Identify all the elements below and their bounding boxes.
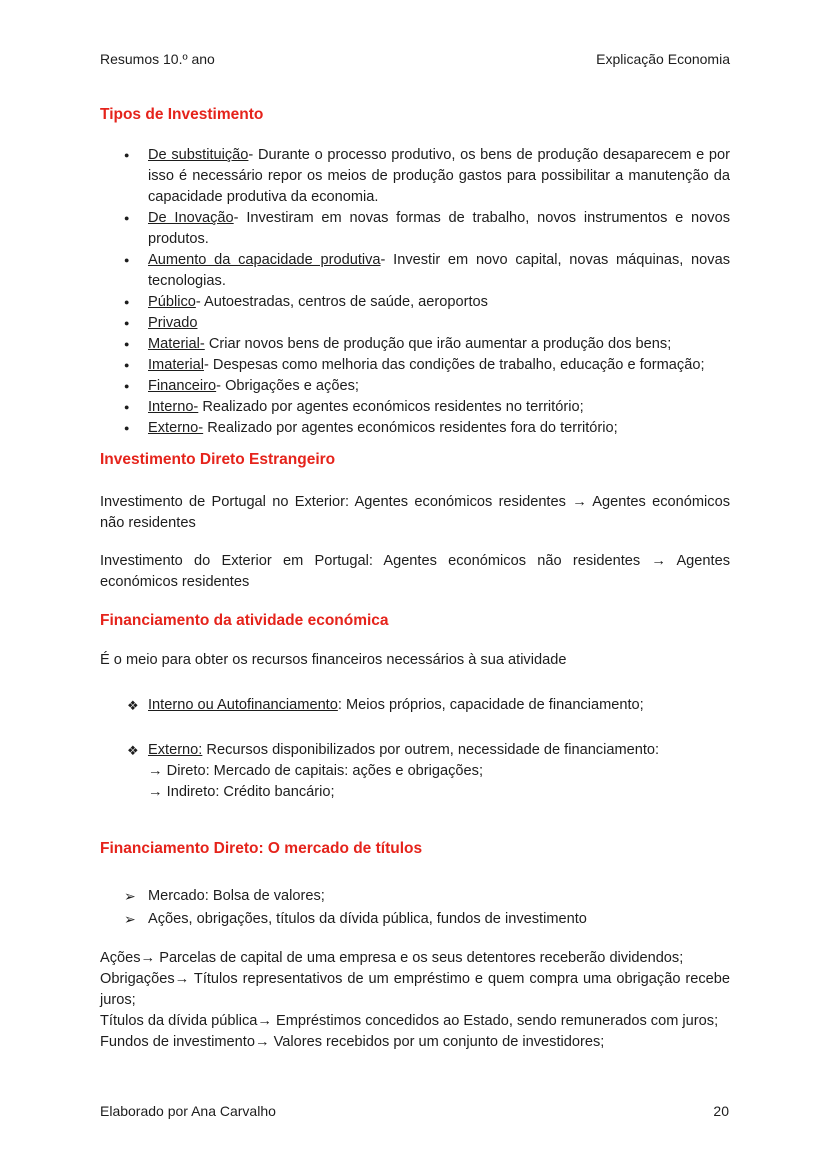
bullet-dot-icon: ● — [124, 318, 130, 328]
page-header — [100, 0, 730, 70]
bullet-dot-icon: ● — [124, 255, 130, 265]
bullet-arrow-icon: ➢ — [124, 911, 136, 927]
list-item-text — [148, 742, 659, 758]
term-text: Aumento da capacidade produtiva — [148, 252, 381, 268]
definitions-block — [100, 948, 730, 1053]
term-text: Externo: — [148, 742, 203, 758]
term-text: Privado — [148, 315, 198, 331]
bullet-dot-icon: ● — [124, 381, 130, 391]
list-item — [100, 313, 730, 334]
list-item-text — [148, 294, 488, 310]
term-text: De Inovação — [148, 210, 234, 226]
item-description: Durante o processo produtivo, os bens de produção desaparecem e por isso é necessário repor os meios de produção gastos para possibilitar a manutenção da capacidade produtiva da economia. — [148, 147, 730, 205]
bullet-dot-icon: ● — [124, 150, 130, 160]
bullet-arrow-icon: ➢ — [124, 888, 136, 904]
sub-item-direto: → Direto: Mercado de capitais: ações e obrigações; — [148, 763, 484, 779]
financing-intro-text: É o meio para obter os recursos financeiros necessários à sua atividade — [100, 652, 567, 668]
list-item — [100, 355, 730, 376]
item-description: Investiram em novas formas de trabalho, novos instrumentos e novos produtos. — [148, 210, 730, 247]
securities-market-list — [100, 886, 730, 930]
list-item — [100, 250, 730, 292]
term-text: Imaterial — [148, 357, 204, 373]
definition-fundos: Fundos de investimento→ Valores recebidos por um conjunto de investidores; — [100, 1034, 605, 1050]
term-separator: - — [203, 357, 209, 373]
item-description: Meios próprios, capacidade de financiamento; — [341, 697, 644, 713]
list-item-text — [148, 336, 671, 352]
term-text: Interno- — [148, 399, 199, 415]
list-item-text — [148, 357, 705, 373]
list-item-text — [148, 697, 644, 713]
term-separator: - — [195, 294, 201, 310]
paragraph-portugal-exterior: Investimento de Portugal no Exterior: Agentes económicos residentes → Agentes económicos não residentes — [100, 494, 730, 531]
list-item — [100, 397, 730, 418]
list-item-text: Mercado: Bolsa de valores; — [148, 888, 325, 904]
term-separator: - — [380, 252, 386, 268]
list-item — [100, 376, 730, 397]
list-item-text — [148, 210, 730, 247]
list-item-text — [148, 315, 197, 331]
bullet-diamond-icon: ❖ — [127, 743, 139, 758]
term-text: De substituição — [148, 147, 249, 163]
item-description: Realizado por agentes económicos residentes no território; — [198, 399, 584, 415]
list-item-interno-autofinanciamento — [100, 695, 730, 716]
section-title-tipos-de-investimento: Tipos de Investimento — [100, 106, 264, 123]
page-content — [100, 0, 730, 1053]
item-description: Realizado por agentes económicos residentes fora do território; — [203, 420, 618, 436]
term-text: Público — [148, 294, 196, 310]
definition-obrigacoes: Obrigações→ Títulos representativos de um empréstimo e quem compra uma obrigação recebe juros; — [100, 971, 730, 1008]
section-title-investimento-direto-estrangeiro: Investimento Direto Estrangeiro — [100, 451, 336, 468]
header-right-text: Explicação Economia — [596, 51, 730, 67]
term-separator: - — [233, 210, 239, 226]
bullet-dot-icon: ● — [124, 402, 130, 412]
list-item-text — [148, 147, 730, 205]
list-item — [100, 909, 730, 930]
section-title-financiamento-atividade: Financiamento da atividade económica — [100, 612, 389, 629]
list-item — [100, 292, 730, 313]
list-item-externo — [100, 740, 730, 803]
term-separator: - — [216, 378, 222, 394]
list-item-text: Ações, obrigações, títulos da dívida pública, fundos de investimento — [148, 911, 587, 927]
header-left-text: Resumos 10.º ano — [100, 51, 215, 67]
list-item-text — [148, 378, 359, 394]
term-text: Externo- — [148, 420, 204, 436]
bullet-dot-icon: ● — [124, 339, 130, 349]
sub-item-indireto: → Indireto: Crédito bancário; — [148, 784, 335, 800]
term-separator: : — [337, 697, 342, 713]
item-description: Despesas como melhoria das condições de trabalho, educação e formação; — [208, 357, 705, 373]
bullet-dot-icon: ● — [124, 297, 130, 307]
section-title-financiamento-direto: Financiamento Direto: O mercado de títulos — [100, 840, 423, 857]
term-text: Material- — [148, 336, 205, 352]
definition-titulos-divida: Títulos da dívida pública→ Empréstimos concedidos ao Estado, sendo remunerados com juros; — [100, 1013, 719, 1029]
list-item — [100, 418, 730, 439]
bullet-dot-icon: ● — [124, 360, 130, 370]
list-item — [100, 208, 730, 250]
term-text: Interno ou Autofinanciamento — [148, 697, 338, 713]
paragraph-exterior-portugal: Investimento do Exterior em Portugal: Agentes económicos não residentes → Agentes económicos residentes — [100, 553, 730, 590]
investment-types-list — [100, 145, 730, 439]
bullet-dot-icon: ● — [124, 423, 130, 433]
list-item-text — [148, 420, 618, 436]
list-item-text — [148, 399, 584, 415]
term-text: Financeiro — [148, 378, 217, 394]
list-item — [100, 334, 730, 355]
bullet-diamond-icon: ❖ — [127, 698, 139, 713]
list-item-text — [148, 252, 730, 289]
list-item — [100, 886, 730, 907]
item-description: Investir em novo capital, novas máquinas, novas tecnologias. — [148, 252, 730, 289]
term-separator: - — [248, 147, 254, 163]
item-description: Recursos disponibilizados por outrem, necessidade de financiamento: — [202, 742, 660, 758]
footer-author-text: Elaborado por Ana Carvalho — [100, 1103, 276, 1119]
item-description: Autoestradas, centros de saúde, aeroportos — [200, 294, 488, 310]
item-description: Criar novos bens de produção que irão aumentar a produção dos bens; — [204, 336, 672, 352]
definition-acoes: Ações→ Parcelas de capital de uma empresa e os seus detentores receberão dividendos; — [100, 950, 684, 966]
list-item — [100, 145, 730, 208]
page-number: 20 — [713, 1103, 729, 1119]
bullet-dot-icon: ● — [124, 213, 130, 223]
item-description: Obrigações e ações; — [221, 378, 359, 394]
page-footer — [100, 1101, 729, 1122]
